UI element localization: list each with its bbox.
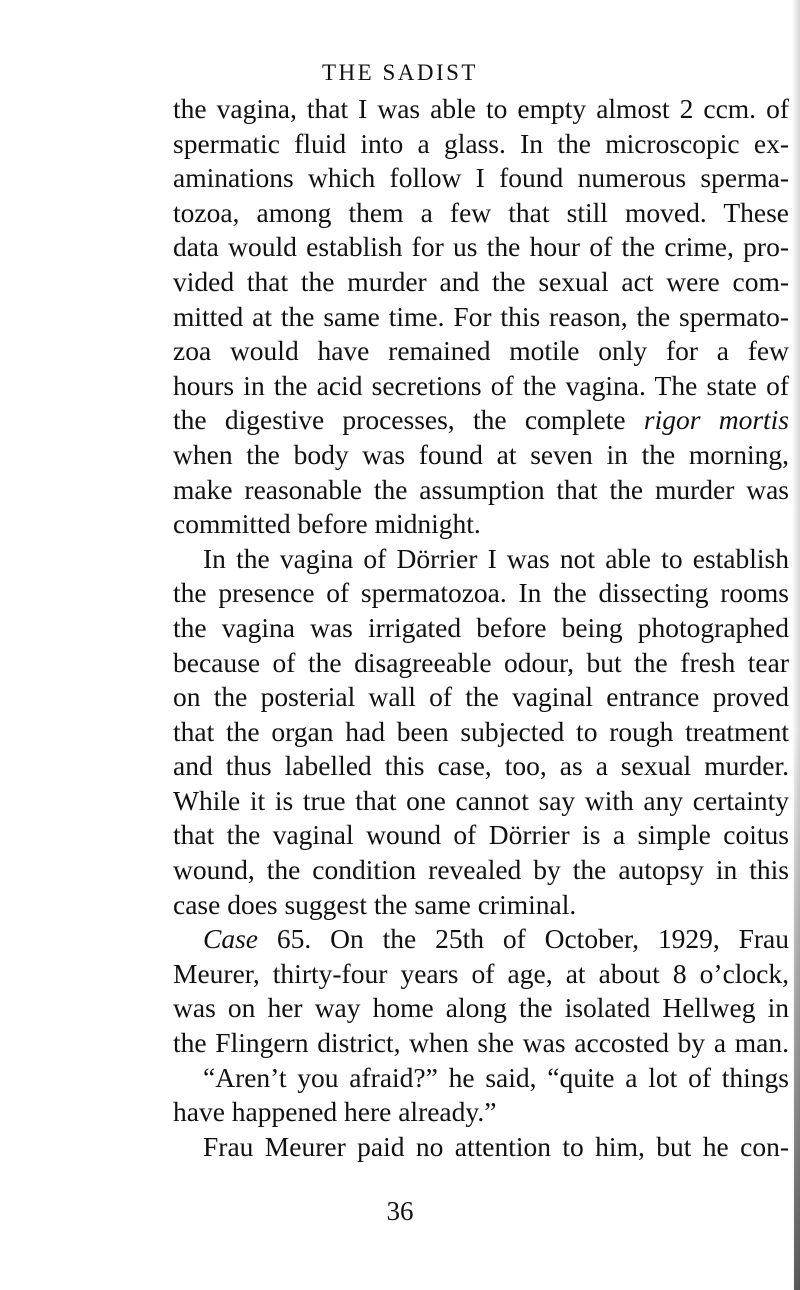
text-run: 65. On the 25th of October, 1929, Frau xyxy=(258,923,789,955)
page-edge-binding xyxy=(794,730,800,1290)
italic-term: Case xyxy=(203,923,258,955)
text-line: zoa would have remained motile only for a few xyxy=(173,335,789,367)
text-line: data would establish for us the hour of the crime, pro- xyxy=(173,231,789,263)
text-line: While it is true that one cannot say with any certainty xyxy=(173,784,789,816)
text-line: tozoa, among them a few that still moved. These xyxy=(173,196,789,228)
text-line: that the organ had been subjected to rough treatment xyxy=(173,715,789,747)
text-line: case does suggest the same criminal. xyxy=(173,888,577,920)
text-line xyxy=(173,922,789,957)
text-line: was on her way home along the isolated Hellweg in xyxy=(173,992,789,1024)
text-line: that the vaginal wound of Dörrier is a simple coitus xyxy=(173,819,789,851)
running-head: THE SADIST xyxy=(322,60,478,85)
text-line: “Aren’t you afraid?” he said, “quite a lot of things xyxy=(203,1061,789,1093)
text-line: aminations which follow I found numerous sperma- xyxy=(173,162,789,194)
text-line: have happened here already.” xyxy=(173,1096,497,1128)
text-line: and thus labelled this case, too, as a sexual murder. xyxy=(173,750,789,782)
text-line: on the posterial wall of the vaginal entrance proved xyxy=(173,681,789,713)
text-line: vided that the murder and the sexual act were com- xyxy=(173,265,789,297)
page-number: 36 xyxy=(386,1196,414,1226)
text-line: In the vagina of Dörrier I was not able to establish xyxy=(203,542,789,574)
text-line: because of the disagreeable odour, but the fresh tear xyxy=(173,646,789,678)
text-line: the presence of spermatozoa. In the dissecting rooms xyxy=(173,577,789,609)
text-line: committed before midnight. xyxy=(173,508,481,540)
text-line: when the body was found at seven in the morning, xyxy=(173,438,789,470)
italic-term: rigor mortis xyxy=(643,404,789,436)
text-line: the vagina was irrigated before being photographed xyxy=(173,611,789,643)
text-run: the digestive processes, the complete xyxy=(173,404,644,436)
text-line: mitted at the same time. For this reason, the spermato- xyxy=(173,300,789,332)
text-line: the vagina, that I was able to empty almost 2 ccm. of xyxy=(173,93,789,124)
text-line: hours in the acid secretions of the vagina. The state of xyxy=(173,369,789,401)
text-line: the Flingern district, when she was accosted by a man. xyxy=(173,1027,789,1059)
text-line xyxy=(173,403,789,438)
text-line: Frau Meurer paid no attention to him, but he con- xyxy=(203,1130,789,1162)
text-line: wound, the condition revealed by the autopsy in this xyxy=(173,854,789,886)
body-text xyxy=(173,92,789,1164)
text-line: make reasonable the assumption that the murder was xyxy=(173,473,789,505)
text-line: spermatic fluid into a glass. In the microscopic ex- xyxy=(173,127,789,159)
text-line: Meurer, thirty-four years of age, at about 8 o’clock, xyxy=(173,957,789,989)
